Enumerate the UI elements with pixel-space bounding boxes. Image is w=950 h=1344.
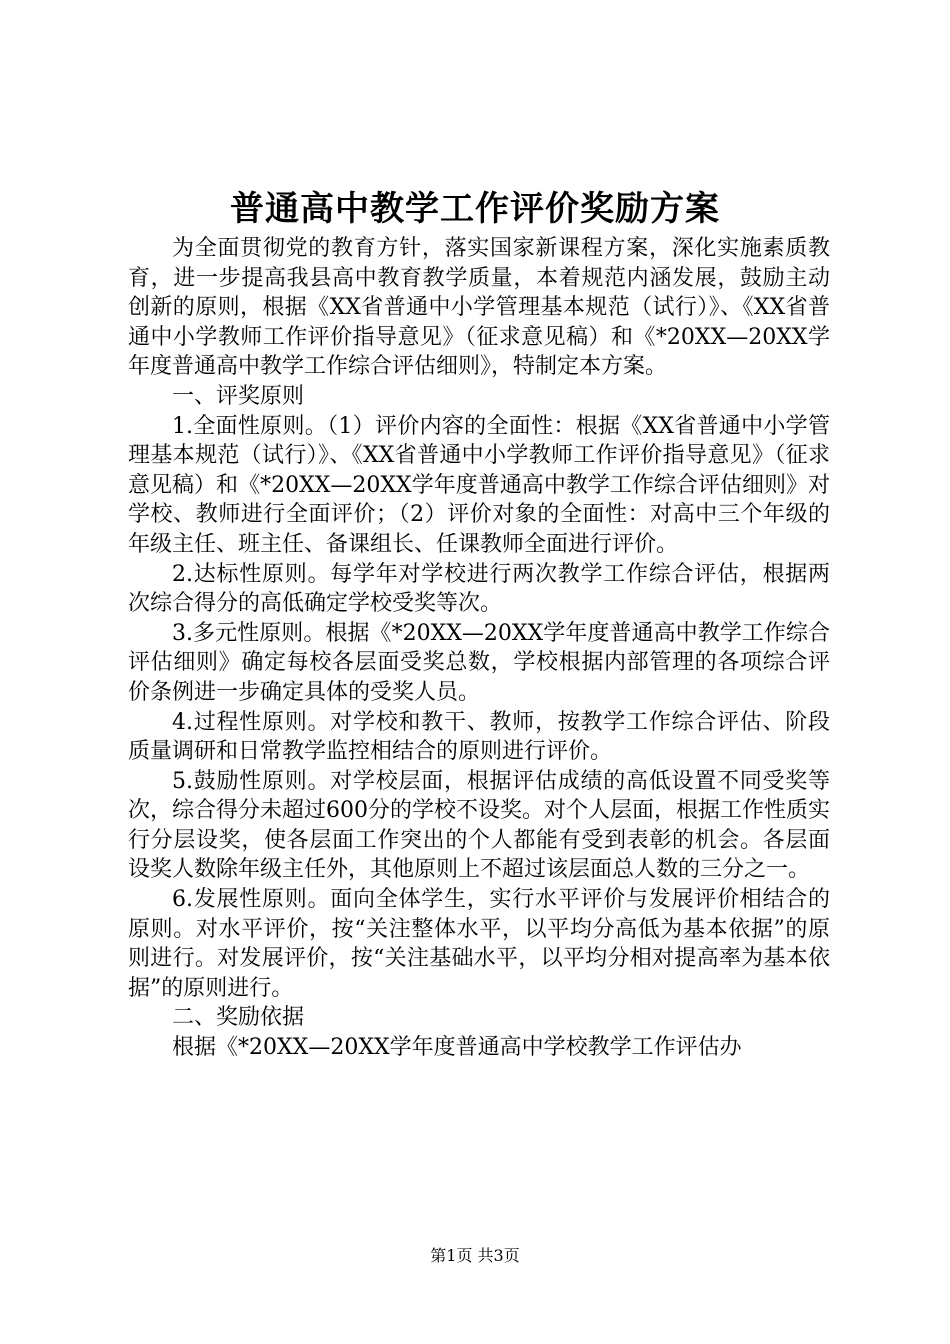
- principle-development: 6.发展性原则。面向全体学生，实行水平评价与发展评价相结合的原则。对水平评价，按“关注整体水平，以平均分高低为基本依据”的原则进行。对发展评价，按“关注基础水平，以平均分相对提高率为基本依据”的原则进行。: [128, 887, 830, 1001]
- section-heading-award-basis: 二、奖励依据: [172, 1005, 305, 1031]
- principle-comprehensiveness: 1.全面性原则。（1）评价内容的全面性：根据《XX省普通中小学管理基本规范（试行）》、《XX省普通中小学教师工作评价指导意见》（征求意见稿）和《*20XX—20XX学年度普通高中教学工作综合评估细则》对学校、教师进行全面评价；（2）评价对象的全面性：对高中三个年级的年级主任、班主任、备课组长、任课教师全面进行评价。: [128, 413, 830, 557]
- principle-encouragement: 5.鼓励性原则。对学校层面，根据评估成绩的高低设置不同受奖等次，综合得分未超过600分的学校不设奖。对个人层面，根据工作性质实行分层设奖，使各层面工作突出的个人都能有受到表彰的机会。各层面设奖人数除年级主任外，其他原则上不超过该层面总人数的三分之一。: [128, 768, 830, 883]
- page-footer: 第1页 共3页: [430, 1246, 520, 1265]
- principle-process: 4.过程性原则。对学校和教干、教师，按教学工作综合评估、阶段质量调研和日常教学监控相结合的原则进行评价。: [128, 709, 830, 765]
- intro-paragraph: 为全面贯彻党的教育方针，落实国家新课程方案，深化实施素质教育，进一步提高我县高中教育教学质量，本着规范内涵发展，鼓励主动创新的原则，根据《XX省普通中小学管理基本规范（试行）》、《XX省普通中小学教师工作评价指导意见》（征求意见稿）和《*20XX—20XX学年度普通高中教学工作综合评估细则》，特制定本方案。: [128, 236, 830, 380]
- principle-diversity: 3.多元性原则。根据《*20XX—20XX学年度普通高中教学工作综合评估细则》确定每校各层面受奖总数，学校根据内部管理的各项综合评价条例进一步确定具体的受奖人员。: [128, 620, 830, 705]
- document-body: [128, 234, 830, 1063]
- document-title: 普通高中教学工作评价奖励方案: [230, 189, 720, 229]
- award-basis-paragraph: 根据《*20XX—20XX学年度普通高中学校教学工作评估办: [172, 1035, 742, 1061]
- principle-standard: 2.达标性原则。每学年对学校进行两次教学工作综合评估，根据两次综合得分的高低确定学校受奖等次。: [128, 561, 830, 617]
- section-heading-award-principles: 一、评奖原则: [172, 383, 305, 409]
